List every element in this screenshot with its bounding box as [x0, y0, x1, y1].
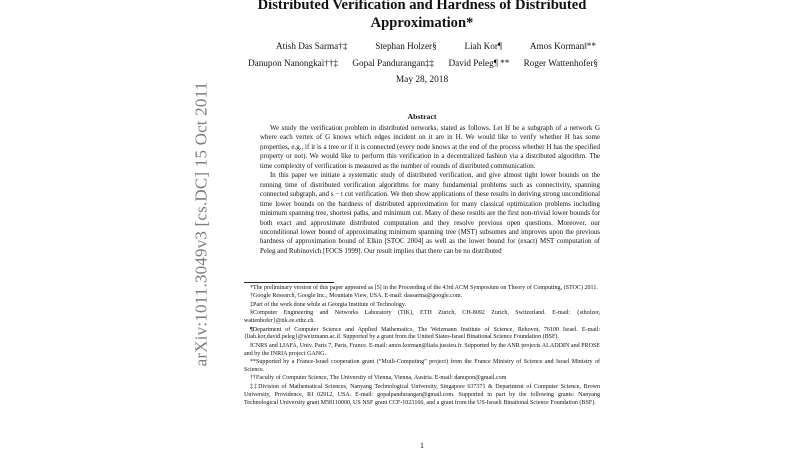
- page-number: 1: [420, 441, 424, 450]
- paper-date: May 28, 2018: [395, 75, 449, 85]
- footnote: *The preliminary version of this paper appeared as [5] in the Proceeding of the 43rd ACM Symposium on Theory of Computing, (STOC) 2011.: [250, 285, 598, 291]
- arxiv-identifier-text: arXiv:1011.3049v3 [cs.DC] 15 Oct 2011: [191, 81, 210, 367]
- abstract-paragraph: In this paper we initiate a systematic study of distributed verification, and give almost tight lower bounds on the running time of distributed verification algorithms for many fundamental problems such as connectivity, spanning connected subgraph, and s − t cut verification. We then show applications of these results in deriving strong unconditional time lower bounds on the hardness of distributed approximation for many classical optimization problems including minimum spanning tree, shortest paths, and minimum cut. Many of these results are the first non-trivial lower bounds for both exact and approximate distributed computation and they resolve previous open questions. Moreover, our unconditional lower bound of approximating minimum spanning tree (MST) subsumes and improves upon the previous hardness of approximation bound of Elkin [STOC 2004] as well as the lower bound for (exact) MST computation of Peleg and Rubinovich [FOCS 1999]. Our result implies that there can be no distributed: [260, 171, 600, 255]
- abstract-heading: Abstract: [407, 112, 437, 121]
- author-row-1: [244, 41, 600, 51]
- author-list: [244, 41, 600, 68]
- footnotes: [244, 285, 600, 408]
- footnote: ‖CNRS and LIAFA, Univ. Paris 7, Paris, France. E-mail: amos.korman@liafa.jussieu.fr. Supported by the ANR projects ALADDIN and PROSE and by the INRIA project GANG.: [244, 342, 600, 357]
- author-name: Gopal Pandurangan‡‡: [352, 58, 435, 68]
- author-name: Roger Wattenhofer§: [523, 58, 598, 68]
- footnote-divider: [244, 282, 334, 283]
- author-name: David Peleg¶ **: [448, 58, 510, 68]
- author-row-2: [244, 58, 600, 68]
- abstract-paragraph: We study the verification problem in distributed networks, stated as follows. Let H be a subgraph of a network G where each vertex of G knows which edges incident on it are in H. We would like to verify whether H has some properties, e.g., if it is a tree or if it is connected (every node knows at the end of the process whether H has the specified property or not). We would like to perform this verification in a decentralized fashion via a distributed algorithm. The time complexity of verification is measured as the number of rounds of distributed communication.: [260, 124, 600, 170]
- author-name: Atish Das Sarma†‡: [276, 41, 348, 51]
- paper-title: Distributed Verification and Hardness of Distributed Approximation*: [257, 0, 587, 31]
- author-name: Danupon Nanongkai††‡: [248, 58, 339, 68]
- footnote: §Computer Engineering and Networks Laboratory (TIK), ETH Zurich, CH-8092 Zurich, Switzerland. E-mail: {stholzer, wattenhofer}@tik.ee.ethz.ch.: [244, 310, 600, 325]
- author-name: Stephan Holzer§: [375, 41, 437, 51]
- author-name: Liah Kor¶: [464, 41, 503, 51]
- paper-page: [244, 0, 600, 450]
- footnote: ¶Department of Computer Science and Applied Mathematics, The Weizmann Institute of Science, Rehovot, 76100 Israel. E-mail: {liah.kor,david.peleg}@weizmann.ac.il. Supported by a grant from the United States-Israel Binational Science Foundation (BSF).: [244, 326, 600, 341]
- abstract-body: [260, 124, 600, 256]
- footnote: ‡Part of the work done while at Georgia Institute of Technology.: [250, 301, 406, 308]
- arxiv-identifier: [186, 14, 216, 434]
- footnote: †Google Research, Google Inc., Mountain View, USA. E-mail: dassarma@google.com.: [250, 293, 463, 300]
- footnote: ‡‡Division of Mathematical Sciences, Nanyang Technological University, Singapore 637371 & Department of Computer Science, Brown University, Providence, RI 02912, USA. E-mail: gopalpandurangan@gmail.com. Supported in part by the following grants: Nanyang Technological University grant M58110000, US NSF grant CCF-1023166, and a grant from the US-Israeli Binational Science Foundation (BSF).: [244, 383, 600, 406]
- author-name: Amos Korman‖**: [529, 41, 596, 51]
- footnote: **Supported by a France-Israel cooperation grant (“Mutli-Computing” project) from the France Ministry of Science and Israel Ministry of Science.: [244, 359, 600, 373]
- footnote: ††Faculty of Computer Science, The University of Vienna, Vienna, Austria. E-mail: danupon@gmail.com: [250, 375, 507, 382]
